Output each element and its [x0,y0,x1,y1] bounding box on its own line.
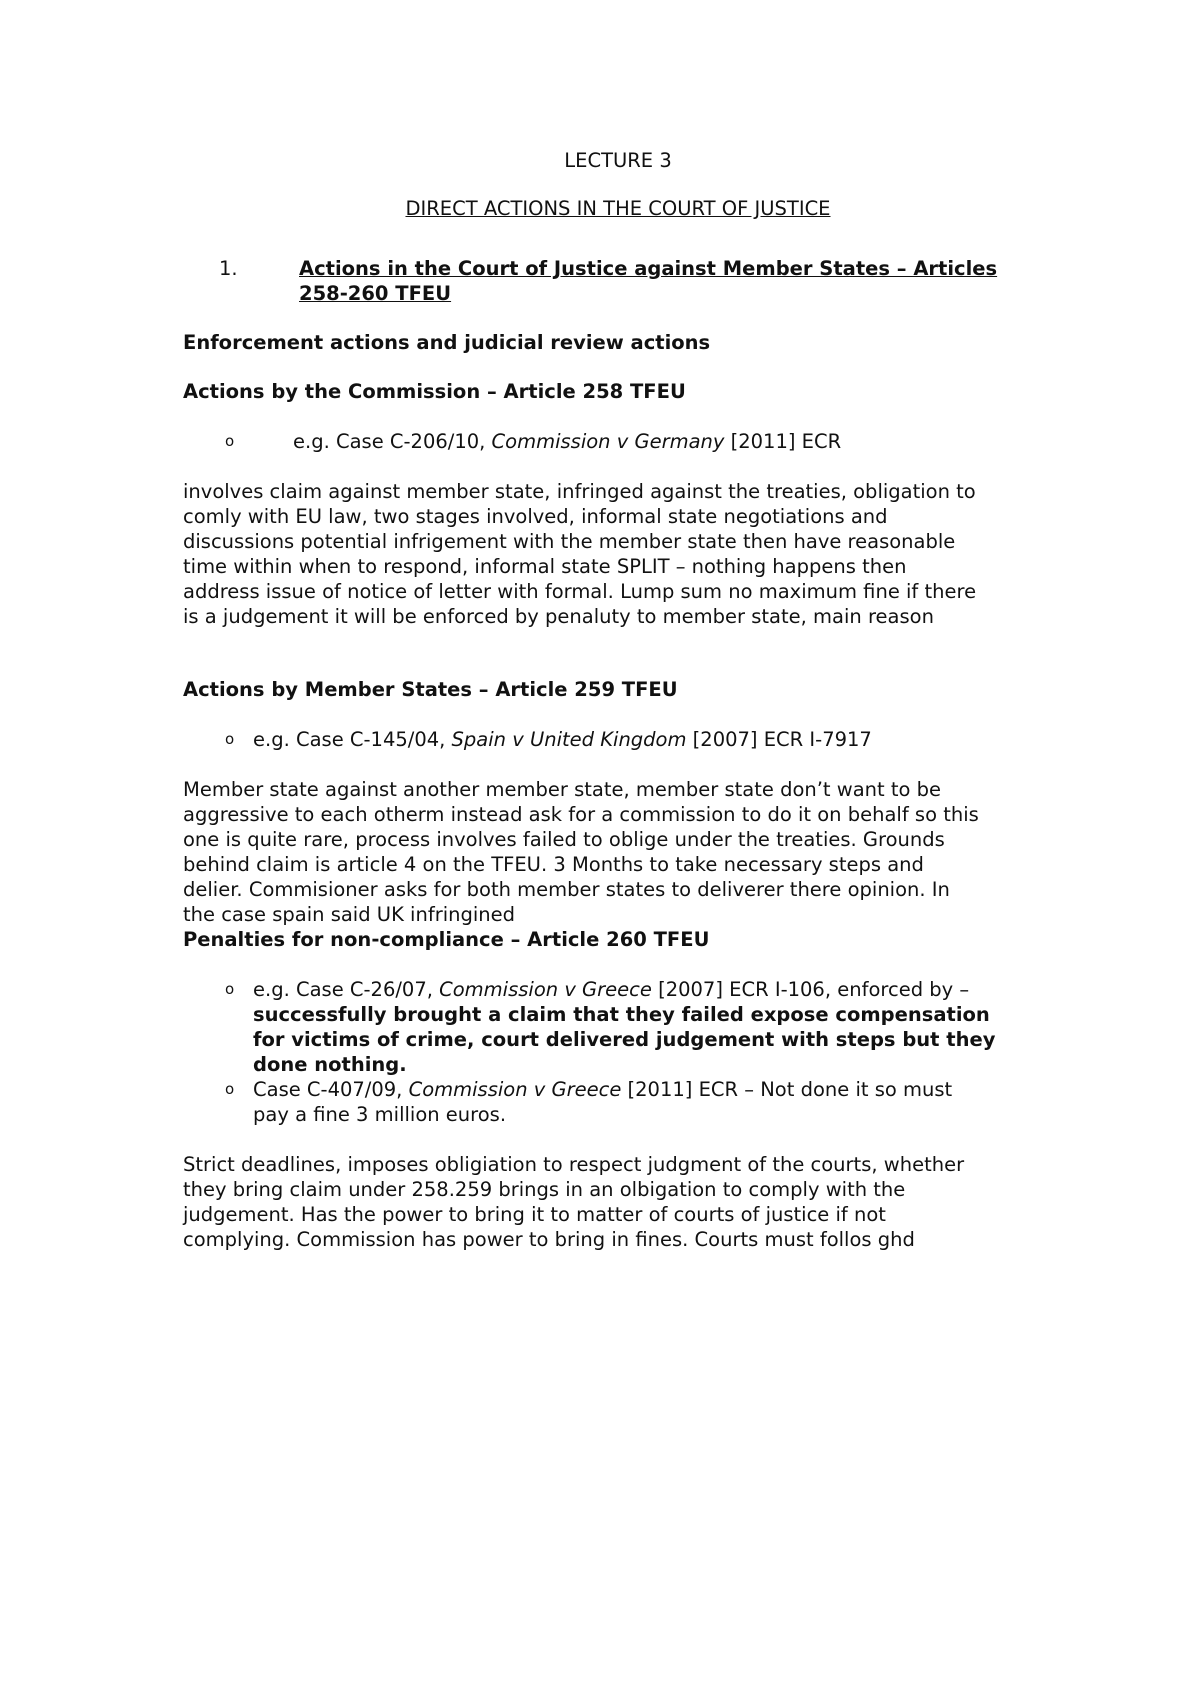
paragraph-line: the case spain said UK infringined [183,903,516,926]
paragraph-line: delier. Commisioner asks for both member states to deliverer there opinion. In [183,878,950,901]
member-states-heading: Actions by Member States – Article 259 TFEU [183,678,678,701]
commission-case [293,429,841,454]
paragraph-line: time within when to respond, informal state SPLIT – nothing happens then [183,555,907,578]
case-prefix: e.g. Case C-145/04, [253,728,452,751]
case-name: Commission v Germany [491,430,725,453]
case-prefix: Case C-407/09, [253,1078,409,1101]
lecture-title: LECTURE 3 [564,149,672,172]
member-states-paragraph [183,777,1053,927]
bullet-marker: o [225,730,235,748]
paragraph-line: aggressive to each otherm instead ask for a commission to do it on behalf so this [183,803,979,826]
penalties-case-1 [253,977,1013,1077]
case-name: Commission v Greece [439,978,652,1001]
case-line [253,1077,1013,1102]
penalties-case-2 [253,1077,1013,1127]
bold-text: done nothing. [253,1053,407,1076]
section-1-title-line-2: 258-260 TFEU [299,282,452,305]
section-1-title [299,256,1039,306]
case-bold-line [253,1027,1013,1052]
case-suffix: [2007] ECR I-106, enforced by – [651,978,970,1001]
penalties-paragraph [183,1152,1053,1252]
paragraph-line: involves claim against member state, infringed against the treaties, obligation to [183,480,976,503]
bullet-marker: o [225,980,235,998]
case-suffix: [2011] ECR – Not done it so must [621,1078,953,1101]
paragraph-line: Member state against another member state, member state don’t want to be [183,778,942,801]
main-heading: DIRECT ACTIONS IN THE COURT OF JUSTICE [405,197,831,220]
penalties-heading: Penalties for non-compliance – Article 260 TFEU [183,928,710,951]
bold-text: for victims of crime, court delivered judgement with steps but they [253,1028,996,1051]
paragraph-line: is a judgement it will be enforced by penaluty to member state, main reason [183,605,934,628]
paragraph-line: judgement. Has the power to bring it to matter of courts of justice if not [183,1203,886,1226]
section-number: 1. [219,257,238,280]
case-bold-line [253,1002,1013,1027]
bold-text: successfully brought a claim that they failed expose compensation [253,1003,990,1026]
paragraph-line: address issue of notice of letter with formal. Lump sum no maximum fine if there [183,580,977,603]
case-prefix: e.g. Case C-206/10, [293,430,492,453]
case-suffix: [2007] ECR I-7917 [686,728,872,751]
paragraph-line: complying. Commission has power to bring in fines. Courts must follos ghd [183,1228,915,1251]
paragraph-line: one is quite rare, process involves failed to oblige under the treaties. Grounds [183,828,945,851]
commission-heading: Actions by the Commission – Article 258 TFEU [183,380,686,403]
paragraph-line: comly with EU law, two stages involved, informal state negotiations and [183,505,888,528]
paragraph-line: behind claim is article 4 on the TFEU. 3 Months to take necessary steps and [183,853,924,876]
case-bold-line [253,1052,1013,1077]
paragraph-line: they bring claim under 258.259 brings in an olbigation to comply with the [183,1178,906,1201]
paragraph-line: discussions potential infrigement with the member state then have reasonable [183,530,956,553]
enforcement-subheading: Enforcement actions and judicial review actions [183,331,711,354]
case-suffix: [2011] ECR [724,430,842,453]
case-line [253,977,1013,1002]
commission-paragraph [183,479,1053,629]
case-name: Spain v United Kingdom [451,728,687,751]
bullet-marker: o [225,1080,235,1098]
case-name: Commission v Greece [408,1078,622,1101]
section-1-title-line-1: Actions in the Court of Justice against Member States – Articles [299,257,998,280]
bullet-marker: o [225,432,235,450]
case-line-2: pay a fine 3 million euros. [253,1103,507,1126]
paragraph-line: Strict deadlines, imposes obligiation to respect judgment of the courts, whether [183,1153,965,1176]
member-states-case [253,727,872,752]
case-prefix: e.g. Case C-26/07, [253,978,440,1001]
